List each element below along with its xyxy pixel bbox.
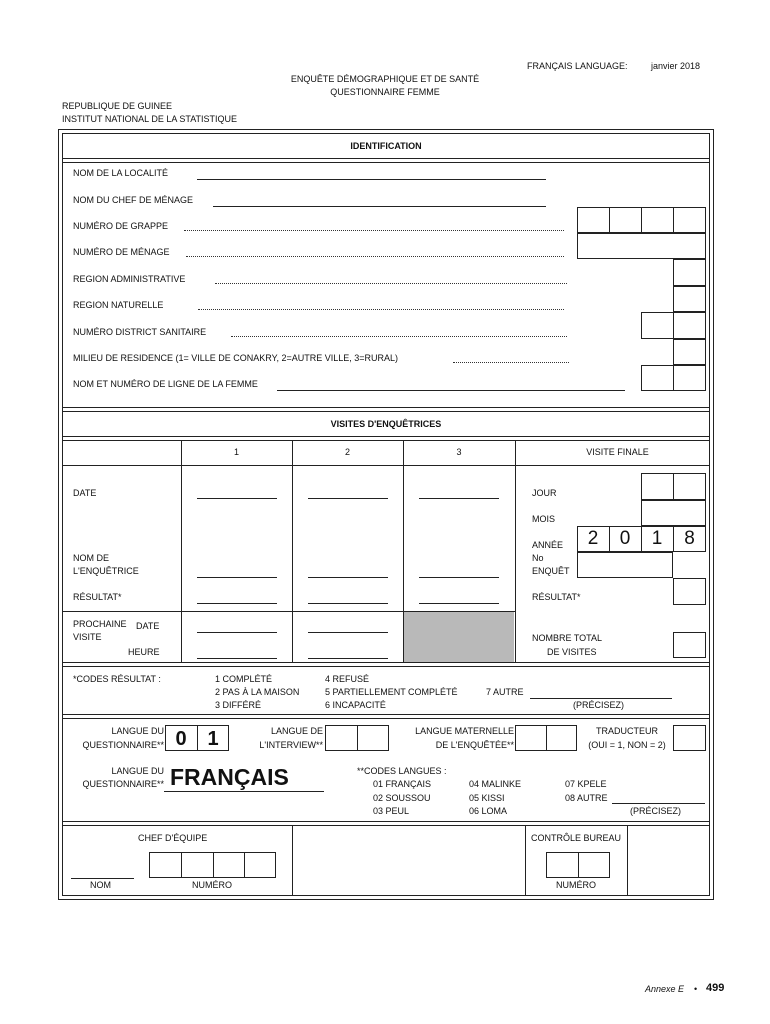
mois-label: MOIS <box>532 514 556 524</box>
survey-title: ENQUÊTE DÉMOGRAPHIQUE ET DE SANTÉ <box>290 74 480 84</box>
region-admin-code-box[interactable] <box>673 259 706 286</box>
q-code-digit-2: 1 <box>207 728 219 750</box>
date-label: DATE <box>73 488 97 498</box>
lang-code-03: 03 PEUL <box>373 806 410 816</box>
nombre-total-label: NOMBRE TOTAL <box>532 633 603 643</box>
langue-de-label: LANGUE DE <box>270 726 323 736</box>
lang-code-07: 07 KPELE <box>565 779 607 789</box>
lang-code-02: 02 SOUSSOU <box>373 793 431 803</box>
lang-code-01: 01 FRANÇAIS <box>373 779 432 789</box>
q-code-digit-1: 0 <box>175 728 187 750</box>
chef-nom-label: NOM <box>90 880 111 890</box>
nom-enq-label-2: L'ENQUÊTRICE <box>73 566 139 576</box>
visit-col-2: 2 <box>344 447 350 457</box>
enquet-label: ENQUÊT <box>532 566 570 576</box>
grappe-label: NUMÉRO DE GRAPPE <box>73 221 169 231</box>
visit2-next-heure[interactable] <box>308 658 388 659</box>
langue-du-label-2: LANGUE DU <box>111 766 164 776</box>
interview-label: L'INTERVIEW** <box>259 740 323 750</box>
controle-bureau-label: CONTRÔLE BUREAU <box>531 833 622 843</box>
resultat-final-label: RÉSULTAT* <box>532 592 581 602</box>
code-7-field[interactable] <box>530 698 672 699</box>
maternelle-label: LANGUE MATERNELLE <box>415 726 514 736</box>
visits-title: VISITES D'ENQUÊTRICES <box>330 419 442 429</box>
heure-label: HEURE <box>128 647 160 657</box>
visit-col-1: 1 <box>233 447 239 457</box>
region-nat-code-box[interactable] <box>673 286 706 312</box>
traducteur-code-box[interactable] <box>673 725 706 751</box>
lang-code-05: 05 KISSI <box>469 793 505 803</box>
visite-label: VISITE <box>73 632 102 642</box>
chef-numero-label: NUMÉRO <box>192 880 232 890</box>
language-label: FRANÇAIS LANGUAGE: <box>527 61 628 71</box>
code-5: 5 PARTIELLEMENT COMPLÉTÉ <box>325 687 458 697</box>
questionnaire-label-2: QUESTIONNAIRE** <box>82 779 164 789</box>
visit1-enq-field[interactable] <box>197 577 277 578</box>
langue-du-label: LANGUE DU <box>111 726 164 736</box>
code-2: 2 PAS À LA MAISON <box>215 687 300 697</box>
form-date: janvier 2018 <box>651 61 701 71</box>
traducteur-label: TRADUCTEUR <box>596 726 658 736</box>
visit-col-3: 3 <box>456 447 462 457</box>
annexe-label: Annexe E <box>645 984 685 994</box>
milieu-code-box[interactable] <box>673 339 706 365</box>
lang-precisez: (PRÉCISEZ) <box>630 806 682 816</box>
questionnaire-title: QUESTIONNAIRE FEMME <box>330 87 440 97</box>
mois-boxes[interactable] <box>641 500 706 526</box>
nombre-total-box[interactable] <box>673 632 706 658</box>
visit1-resultat-field[interactable] <box>197 603 277 604</box>
menage-code-boxes[interactable] <box>577 233 706 259</box>
code-6: 6 INCAPACITÉ <box>325 700 386 710</box>
identification-title: IDENTIFICATION <box>350 141 422 151</box>
enquetrice-no-boxes[interactable] <box>577 552 673 578</box>
visit2-resultat-field[interactable] <box>308 603 388 604</box>
visit2-date-field[interactable] <box>308 498 388 499</box>
jour-label: JOUR <box>532 488 557 498</box>
region-admin-label: REGION ADMINISTRATIVE <box>73 274 186 284</box>
visit3-date-field[interactable] <box>419 498 499 499</box>
chef-menage-field[interactable] <box>213 206 546 207</box>
femme-field[interactable] <box>277 390 625 391</box>
code-7: 7 AUTRE <box>486 687 524 697</box>
codes-precisez: (PRÉCISEZ) <box>573 700 625 710</box>
de-visites-label: DE VISITES <box>547 647 597 657</box>
visit1-next-date[interactable] <box>197 632 277 633</box>
menage-label: NUMÉRO DE MÉNAGE <box>73 247 170 257</box>
visit3-resultat-field[interactable] <box>419 603 499 604</box>
visit2-enq-field[interactable] <box>308 577 388 578</box>
footer-bullet: • <box>694 984 698 994</box>
year-digit-1: 2 <box>587 528 599 549</box>
questionnaire-language-value: FRANÇAIS <box>170 764 289 790</box>
enquetee-label: DE L'ENQUÊTÉE** <box>435 740 514 750</box>
milieu-label: MILIEU DE RESIDENCE (1= VILLE DE CONAKRY, 2=AUTRE VILLE, 3=RURAL) <box>73 353 399 363</box>
no-label: No <box>532 553 544 563</box>
localite-field[interactable] <box>197 179 546 180</box>
questionnaire-label: QUESTIONNAIRE** <box>82 740 164 750</box>
femme-label: NOM ET NUMÉRO DE LIGNE DE LA FEMME <box>73 379 258 389</box>
country-name: REPUBLIQUE DE GUINEE <box>62 101 173 111</box>
region-nat-label: REGION NATURELLE <box>73 300 164 310</box>
year-digit-2: 0 <box>619 528 631 549</box>
visit3-enq-field[interactable] <box>419 577 499 578</box>
shaded-cell <box>404 612 514 662</box>
resultat-final-box[interactable] <box>673 578 706 605</box>
visit2-next-date[interactable] <box>308 632 388 633</box>
chef-nom-field[interactable] <box>71 878 134 879</box>
year-digit-3: 1 <box>651 528 663 549</box>
chef-equipe-label: CHEF D'ÉQUIPE <box>138 833 208 843</box>
prochaine-date-label: DATE <box>136 621 160 631</box>
visit1-next-heure[interactable] <box>197 658 277 659</box>
institute-name: INSTITUT NATIONAL DE LA STATISTIQUE <box>62 114 238 124</box>
nom-enq-label-1: NOM DE <box>73 553 109 563</box>
localite-label: NOM DE LA LOCALITÉ <box>73 168 169 178</box>
resultat-label: RÉSULTAT* <box>73 592 122 602</box>
prochaine-label: PROCHAINE <box>73 619 127 629</box>
visit1-date-field[interactable] <box>197 498 277 499</box>
lang-code-08: 08 AUTRE <box>565 793 608 803</box>
oui-non-label: (OUI = 1, NON = 2) <box>588 740 666 750</box>
page-number: 499 <box>706 982 725 994</box>
year-digit-4: 8 <box>684 528 695 549</box>
annee-label: ANNÉE <box>532 540 564 550</box>
code-1: 1 COMPLÉTÉ <box>215 674 273 684</box>
controle-numero-label: NUMÉRO <box>556 880 596 890</box>
codes-langues-title: **CODES LANGUES : <box>357 766 447 776</box>
questionnaire-language-field[interactable] <box>164 791 324 792</box>
codes-resultat-label: *CODES RÉSULTAT : <box>73 674 161 684</box>
lang-code-04: 04 MALINKE <box>469 779 522 789</box>
district-label: NUMÉRO DISTRICT SANITAIRE <box>73 327 207 337</box>
autre-lang-field[interactable] <box>612 803 705 804</box>
chef-menage-label: NOM DU CHEF DE MÉNAGE <box>73 195 194 205</box>
lang-code-06: 06 LOMA <box>469 806 508 816</box>
visit-final-header: VISITE FINALE <box>586 447 649 457</box>
code-4: 4 REFUSÉ <box>325 674 370 684</box>
code-3: 3 DIFFÉRÉ <box>215 700 262 710</box>
